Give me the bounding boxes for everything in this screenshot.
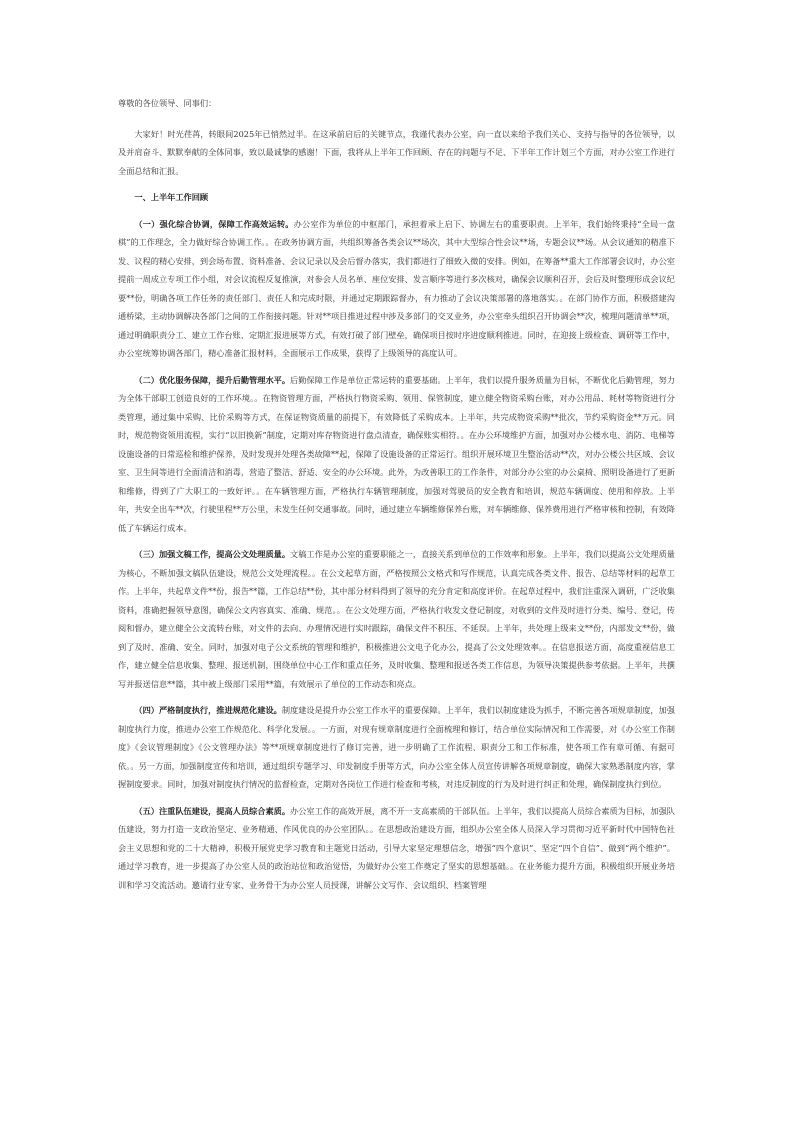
section-paragraph-3 bbox=[118, 545, 675, 693]
section-body-2: 后勤保障工作是单位正常运转的重要基础。上半年，我们以提升服务质量为目标，不断优化后勤管理，努力为全体干部职工创造良好的工作环境。。在物资管理方面，严格执行物资采购、领用、保管制度，建立健全物资采购台账，对办公用品、耗材等物资进行分类管理，通过集中采购、比价采购等方式，在保证物资质量的前提下，有效降低了采购成本。上半年，共完成物资采购**批次，节约采购资金**万元。同时，规范物资领用流程，实行“以旧换新”制度，定期对库存物资进行盘点清查，确保账实相符。。在办公环境维护方面，加强对办公楼水电、消防、电梯等设施设备的日常巡检和维护保养，及时发现并处理各类故障**起，保障了设施设备的正常运行。组织开展环境卫生整治活动**次，对办公楼公共区域、会议室、卫生间等进行全面清洁和消毒，营造了整洁、舒适、安全的办公环境。此外，为改善职工的工作条件，对部分办公室的办公桌椅、照明设备进行了更新和维修，得到了广大职工的一致好评。。在车辆管理方面，严格执行车辆管理制度，加强对驾驶员的安全教育和培训，规范车辆调度、使用和停放。上半年，共安全出车**次，行驶里程**万公里，未发生任何交通事故。同时，通过建立车辆维修保养台账，对车辆维修、保养费用进行严格审核和控制，有效降低了车辆运行成本。 bbox=[118, 374, 675, 533]
section-heading: 一、上半年工作回顾 bbox=[134, 192, 209, 202]
section-paragraph-5 bbox=[118, 802, 675, 895]
section-lead-1: （一）强化综合协调，保障工作高效运转。 bbox=[134, 218, 294, 229]
section-paragraph-4 bbox=[118, 701, 675, 794]
greeting: 尊敬的各位领导、同事们： bbox=[118, 98, 217, 108]
section-paragraph-2 bbox=[118, 371, 675, 538]
intro-paragraph: 大家好！时光荏苒，转眼间2025年已悄然过半。在这承前启后的关键节点，我谨代表办公室，向一直以来给予我们关心、支持与指导的各位领导，以及并肩奋斗、默默奉献的全体同事，致以最诚挚的感谢！下面，我将从上半年工作回顾、存在的问题与不足、下半年工作计划三个方面，对办公室工作进行全面总结和汇报。 bbox=[118, 128, 675, 176]
section-body-1: 办公室作为单位的中枢部门，承担着承上启下、协调左右的重要职责。上半年，我们始终秉持“全局一盘棋”的工作理念，全力做好综合协调工作。。在政务协调方面，共组织筹备各类会议**场次，其中大型综合性会议**场，专题会议**场。从会议通知的精准下发、议程的精心安排，到会场布置、资料准备、会议记录以及会后督办落实，我们都进行了细致入微的安排。例如，在筹备**重大工作部署会议时，办公室提前一周成立专项工作小组，对会议流程反复推演，对参会人员名单、座位安排、发言顺序等进行多次核对，确保会议顺利召开，会后及时整理形成会议纪要**份，明确各项工作任务的责任部门、责任人和完成时限，并通过定期跟踪督办，有力推动了会议决策部署的落地落实。。在部门协作方面，积极搭建沟通桥梁，主动协调解决各部门之间的工作衔接问题。针对**项目推进过程中涉及多部门的交叉业务，办公室牵头组织召开协调会**次，梳理问题清单**项，通过明确职责分工、建立工作台账、定期汇报进展等方式，有效打破了部门壁垒，确保项目按时序进度顺利推进。同时，在迎接上级检查、调研等工作中，办公室统筹协调各部门，精心准备汇报材料，全面展示工作成果，获得了上级领导的高度认可。 bbox=[118, 218, 675, 358]
section-lead-4: （四）严格制度执行，推进规范化建设。 bbox=[134, 705, 282, 715]
section-lead-3: （三）加强文稿工作，提高公文处理质量。 bbox=[134, 549, 291, 559]
section-body-4: 制度建设是提升办公室工作水平的重要保障。上半年，我们以制度建设为抓手，不断完善各项规章制度，加强制度执行力度，推进办公室工作规范化、科学化发展。。一方面，对现有规章制度进行全面梳理和修订，结合单位实际情况和工作需要，对《办公室工作制度》《会议管理制度》《公文管理办法》等**项规章制度进行了修订完善，进一步明确了工作流程、职责分工和工作标准，使各项工作有章可循、有据可依。。另一方面，加强制度宣传和培训，通过组织专题学习、印发制度手册等方式，向办公室全体人员宣传讲解各项规章制度，确保大家熟悉制度内容，掌握制度要求。同时，加强对制度执行情况的监督检查，定期对各岗位工作进行检查和考核，对违反制度的行为及时进行纠正和处理，确保制度执行到位。 bbox=[118, 705, 675, 789]
section-lead-2: （二）优化服务保障，提升后勤管理水平。 bbox=[134, 374, 291, 385]
section-body-3: 文稿工作是办公室的重要职能之一，直接关系到单位的工作效率和形象。上半年，我们以提高公文处理质量为核心，不断加强文稿队伍建设，规范公文处理流程。。在公文起草方面，严格按照公文格式和写作规范，认真完成各类文件、报告、总结等材料的起草工作。上半年，共起草文件**份，报告**篇，工作总结**份，其中部分材料得到了领导的充分肯定和高度评价。在起草过程中，我们注重深入调研，广泛收集资料，准确把握领导意图，确保公文内容真实、准确、规范。。在公文处理方面，严格执行收发文登记制度，对收到的文件及时进行分类、编号、登记，传阅和督办，建立健全公文流转台账，对文件的去向、办理情况进行实时跟踪，确保文件不积压、不延误。上半年，共处理上级来文**份，内部发文**份，做到了及时、准确、安全。同时，加强对电子公文系统的管理和维护，积极推进公文电子化办公，提高了公文处理效率。。在信息报送方面，高度重视信息工作，建立健全信息收集、整理、报送机制，围绕单位中心工作和重点任务，及时收集、整理和报送各类工作信息，为领导决策提供参考依据。上半年，共撰写并报送信息**篇，其中被上级部门采用**篇，有效展示了单位的工作动态和亮点。 bbox=[118, 549, 675, 689]
section-paragraph-1 bbox=[118, 215, 675, 363]
section-lead-5: （五）注重队伍建设，提高人员综合素质。 bbox=[134, 805, 291, 816]
document-page bbox=[118, 94, 675, 902]
section-body-5: 办公室工作的高效开展，离不开一支高素质的干部队伍。上半年，我们以提高人员综合素质为目标，加强队伍建设，努力打造一支政治坚定、业务精通、作风优良的办公室团队。。在思想政治建设方面，组织办公室全体人员深入学习贯彻习近平新时代中国特色社会主义思想和党的二十大精神，积极开展党史学习教育和主题党日活动，引导大家坚定理想信念，增强“四个意识”、坚定“四个自信”、做到“两个维护”。通过学习教育，进一步提高了办公室人员的政治站位和政治觉悟，为做好办公室工作奠定了坚实的思想基础。。在业务能力提升方面，积极组织开展业务培训和学习交流活动。邀请行业专家、业务骨干为办公室人员授课，讲解公文写作、会议组织、档案管理 bbox=[118, 805, 675, 890]
